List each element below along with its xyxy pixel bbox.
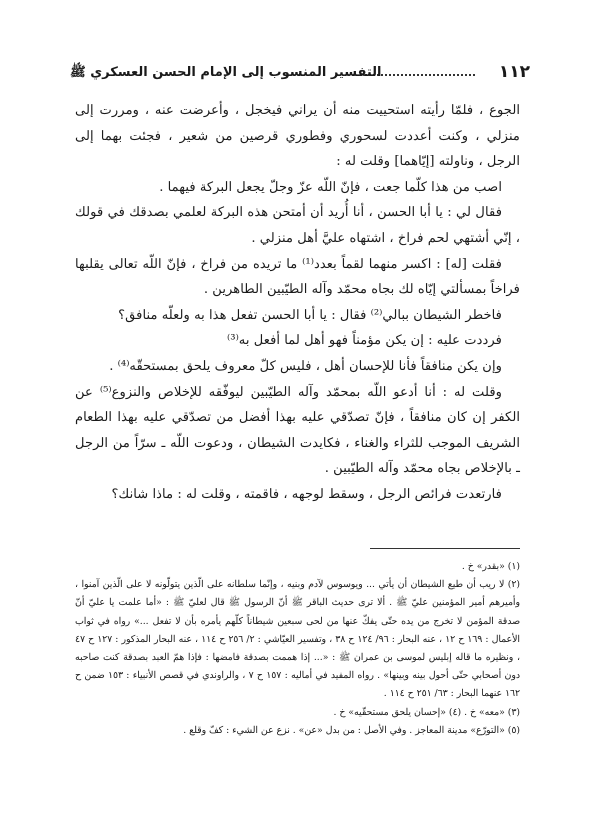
paragraph: وقلت له : أنا أدعو اللّه بمحمّد وآله الطيّبين ليوفّقه للإخلاص والنزوع⁽⁵⁾ عن الكفر إن كان منافقاً ، فإنّ تصدّقي عليه بهذا أفضل من تصدّقي عليه بهذا الطعام الشريف الموجب للثراء والغناء ، فكايدت الشيطان ، ودعوت اللّه ـ سرّاً من الرجل ـ بالإخلاص بجاه محمّد وآله الطيّبين . xyxy=(75,384,520,477)
paragraph: فرددت عليه : إن يكن مؤمناً فهو أهل لما أفعل به⁽³⁾ xyxy=(227,333,502,349)
paragraph: وإن يكن منافقاً فأنا للإحسان أهل ، فليس كلّ معروف يلحق بمستحقّه⁽⁴⁾ . xyxy=(109,358,502,374)
paragraph: اصب من هذا كلّما جعت ، فإنّ اللّه عزّ وجلّ يجعل البركة فيهما . xyxy=(159,179,502,195)
page-number: ١١٢ xyxy=(498,62,530,82)
footnote-separator xyxy=(370,548,520,549)
footnote: (٥) «التورّع» مدينة المعاجز . وفي الأصل : من بدل «عن» . نزع عن الشيء : كفّ وقلع . xyxy=(183,724,520,736)
paragraph: الجوع ، فلمّا رأيته استحييت منه أن يراني فيخجل ، وأعرضت عنه ، ومررت إلى منزلي ، وكنت أعددت لسحوري وفطوري قرصين من شعير ، فجئت بهما إلى الرجل ، وناولته [إيّاهما] وقلت له : xyxy=(75,103,520,170)
footnote: (٣) «معه» خ . (٤) «إحسان يلحق مستحقّيه» خ . xyxy=(333,706,520,718)
main-text xyxy=(75,98,520,508)
paragraph: فقال لي : يا أبا الحسن ، أنا أُريد أن أمتحن هذه البركة لعلمي بصدقك في قولك ، إنّي أشتهي لحم فراخ ، اشتهاه عليَّ أهل منزلي . xyxy=(75,205,520,246)
paragraph: فاخطر الشيطان ببالي⁽²⁾ فقال : يا أبا الحسن تفعل هذا به ولعلّه منافق؟ xyxy=(118,307,502,323)
paragraph: فقلت [له] : اكسر منهما لقماً بعدد⁽¹⁾ ما تريده من فراخ ، فإنّ اللّه تعالى يقلبها فراخاً بمسألتي إيّاه لك بجاه محمّد وآله الطيّبين الطاهرين . xyxy=(75,256,520,298)
footnote: (١) «بقدر» خ . xyxy=(461,561,520,572)
page-header xyxy=(70,62,530,84)
paragraph: فارتعدت فرائص الرجل ، وسقط لوجهه ، فاقمته ، وقلت له : ماذا شانك؟ xyxy=(111,486,502,502)
running-title: التفسير المنسوب إلى الإمام الحسن العسكري ﷺ xyxy=(70,65,382,80)
footnote: (٢) لا ريب أن طيع الشيطان أن يأتي ... ويوسوس لآدم وبنيه ، وإنّما سلطانه على الّذين يتولّونه لا على الّذين آمنوا ، وأميرهم أمير المؤمنين عليّ ﷺ . ألا ترى حديث الباقر ﷺ أنّ الرسول ﷺ قال لعليّ ﷺ : «أما علمت يا عليّ أنّ صدقة المؤمن لا تخرج من يده حتّى يفكّ عنها من لحى سبعين شيطاناً كلّهم يأمره بأن لا تفعل ...» رواه في ثواب الأعمال : ١٦٩ ح ١٢ ، عنه البحار : ٩٦/ ١٢٤ ح ٣٨ ، وتفسير العيّاشي : ٢/ ٢٥٦ ح ١١٤ ، عنه البحار المذكور : ١٢٧ ح ٤٧ ، ونظيره ما قاله إبليس لموسى بن عمران ﷺ : «... إذا هممت بصدقة فامضها : فإذا همّ العبد بصدقة كنت صاحبه دون أصحابي حتّى أحول بينه وبينها» . رواه المفيد في أماليه : ١٥٧ ح ٧ ، والراوندي في قصص الأنبياء : ١٥٣ ضمن ح ١٦٢ عنهما البحار : ٦٣/ ٢٥١ ح ١١٤ . xyxy=(75,579,520,700)
footnotes xyxy=(75,558,520,740)
